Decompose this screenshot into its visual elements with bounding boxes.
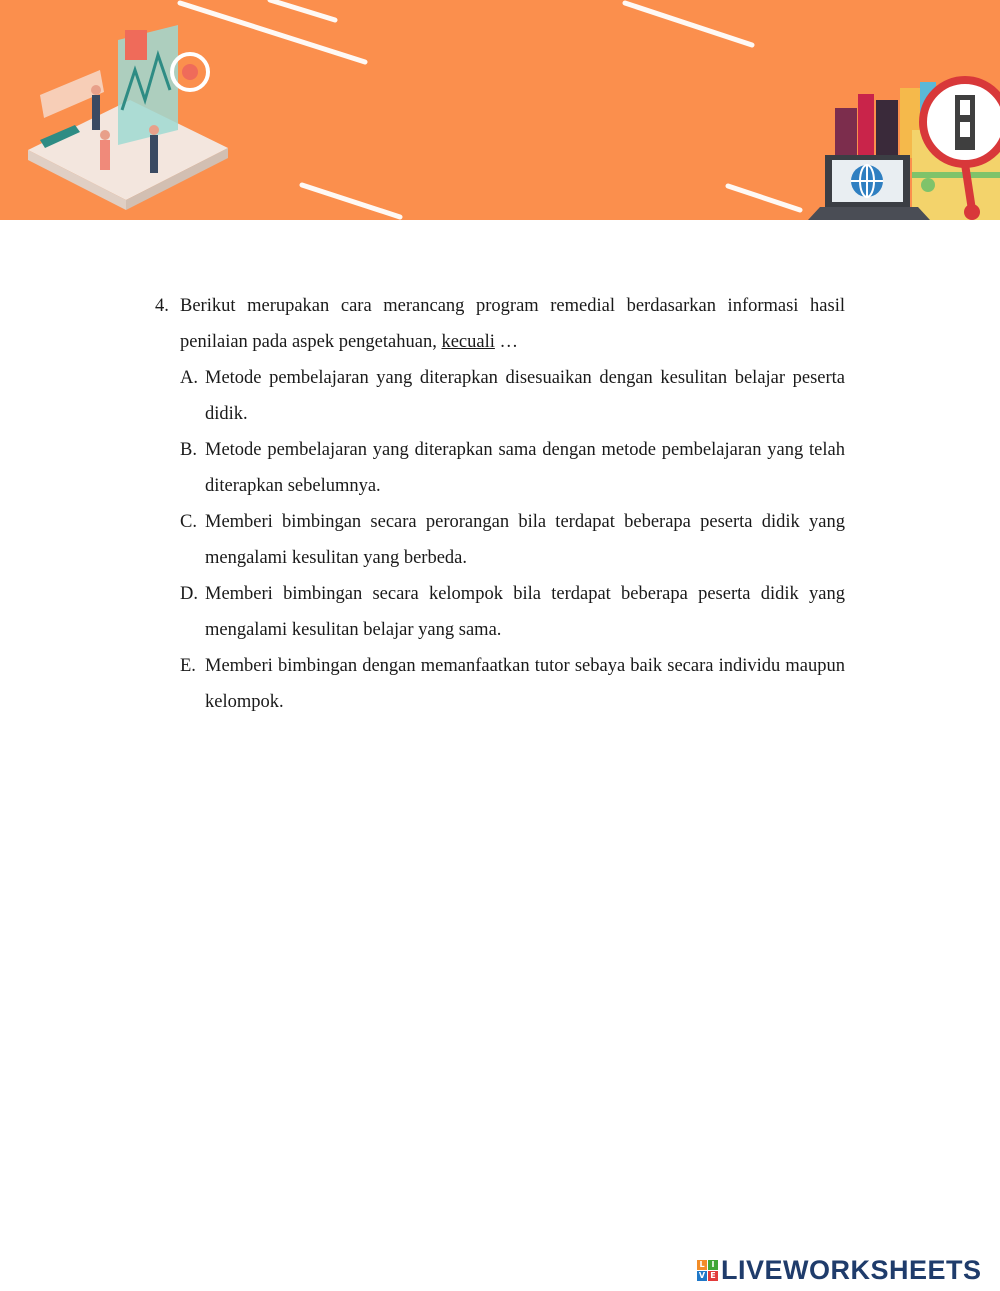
badge-letter: I	[708, 1260, 718, 1270]
option-letter: C.	[180, 512, 197, 532]
option-a[interactable]	[180, 360, 845, 432]
option-b[interactable]	[180, 432, 845, 504]
decorative-lines	[180, 0, 800, 217]
logo-text: LIVEWORKSHEETS	[721, 1254, 982, 1285]
analytics-illustration-icon	[28, 25, 228, 210]
option-text: Metode pembelajaran yang diterapkan sama dengan metode pembelajaran yang telah diterapkan sebelumnya.	[205, 440, 845, 496]
badge-letter: V	[698, 1271, 706, 1280]
books-laptop-illustration-icon	[808, 80, 1000, 220]
question-number: 4.	[155, 296, 169, 316]
stem-keyword-kecuali: kecuali	[441, 332, 495, 352]
answer-options	[155, 360, 845, 720]
banner-illustration	[0, 0, 1000, 220]
question-text	[180, 288, 845, 360]
option-e[interactable]	[180, 648, 845, 720]
option-letter: D.	[180, 584, 198, 604]
stem-text: Berikut merupakan cara merancang program remedial berdasarkan informasi hasil penilaian pada aspek pengetahuan,	[180, 296, 845, 352]
question-stem	[155, 288, 845, 360]
badge-letter: E	[708, 1271, 718, 1281]
header-banner	[0, 0, 1000, 220]
option-text: Memberi bimbingan secara kelompok bila terdapat beberapa peserta didik yang mengalami kesulitan belajar yang sama.	[205, 584, 845, 640]
logo-badge-icon	[697, 1260, 718, 1281]
question-block	[155, 288, 845, 720]
option-text: Memberi bimbingan secara perorangan bila terdapat beberapa peserta didik yang mengalami kesulitan yang berbeda.	[205, 512, 845, 568]
option-text: Metode pembelajaran yang diterapkan disesuaikan dengan kesulitan belajar peserta didik.	[205, 368, 845, 424]
option-letter: B.	[180, 440, 197, 460]
option-c[interactable]	[180, 504, 845, 576]
badge-letter: L	[697, 1260, 707, 1270]
stem-ellipsis: …	[494, 332, 519, 352]
option-letter: A.	[180, 368, 198, 388]
option-d[interactable]	[180, 576, 845, 648]
liveworksheets-logo[interactable]	[697, 1255, 982, 1285]
option-letter: E.	[180, 656, 196, 676]
option-text: Memberi bimbingan dengan memanfaatkan tutor sebaya baik secara individu maupun kelompok.	[205, 656, 845, 712]
